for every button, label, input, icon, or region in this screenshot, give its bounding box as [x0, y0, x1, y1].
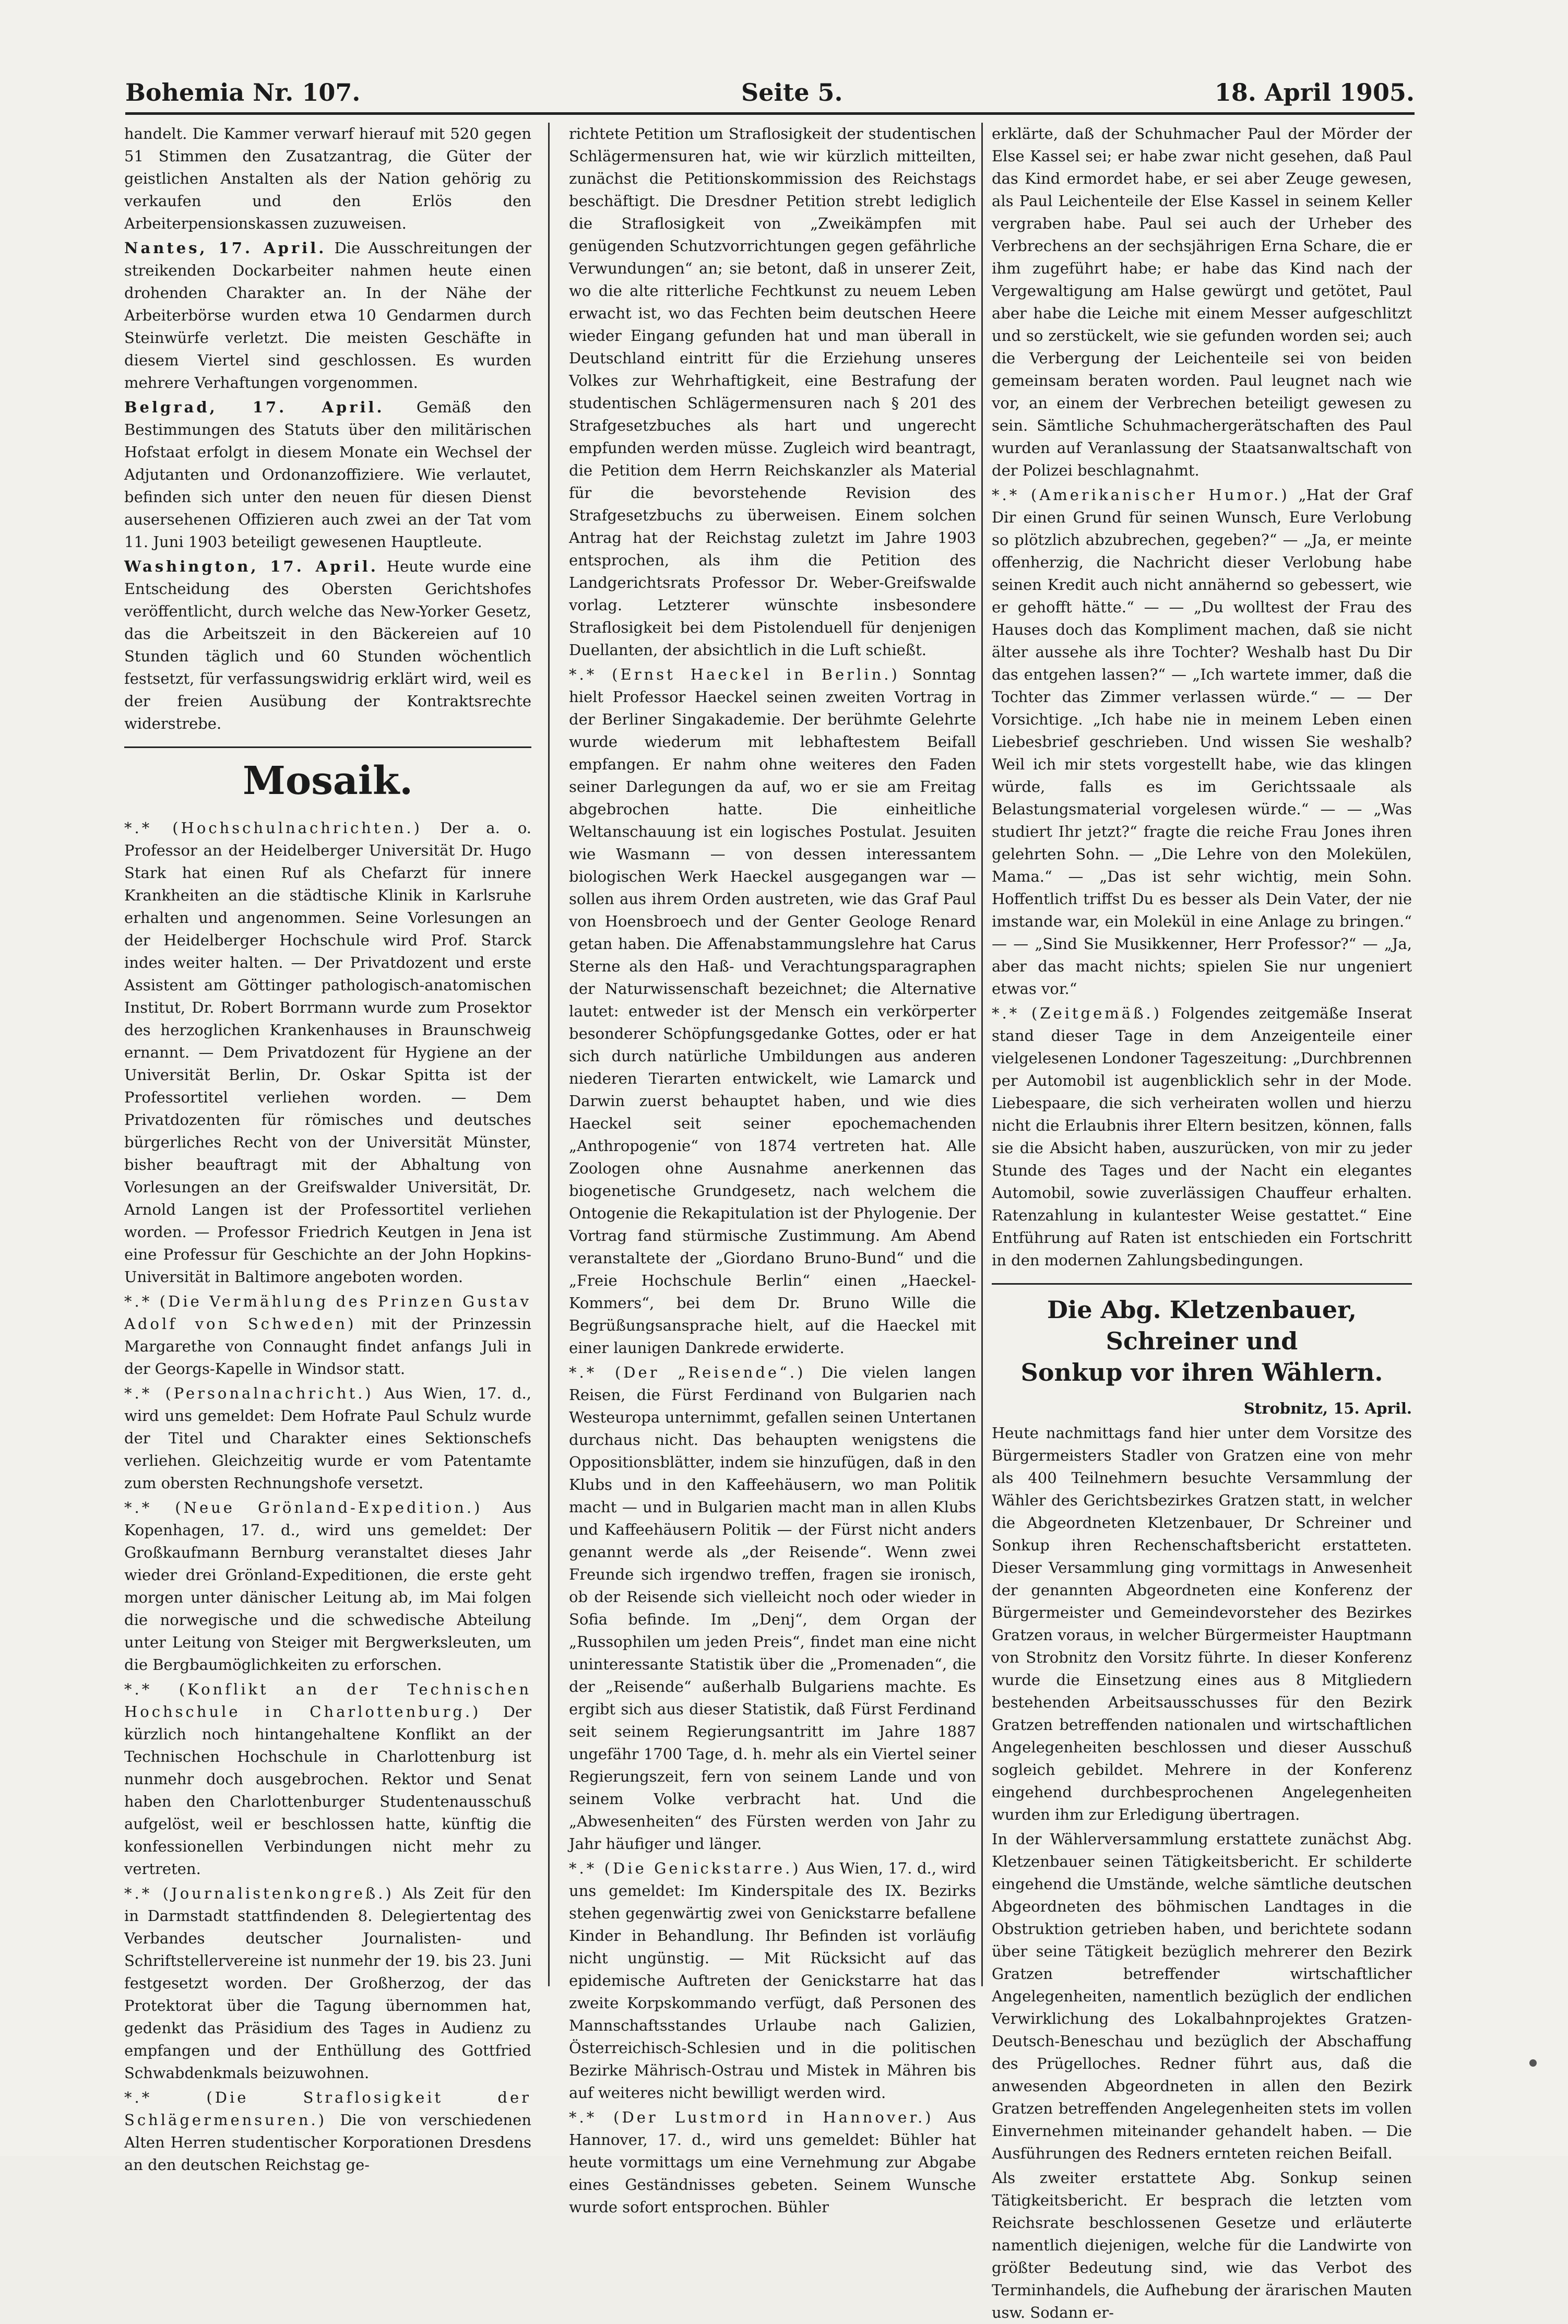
article-nantes-lead: Nantes, 17. April. — [124, 239, 327, 257]
article-journalistenkongress — [124, 1882, 531, 2084]
article-straflos-text: Die von verschiedenen Alten Herren studentischer Korporationen Dresdens an den deutschen Reichstag ge- — [124, 2111, 531, 2174]
article-petition-continued: richtete Petition um Straflosigkeit der studentischen Schlägermensuren hat, wie wir kürzlich mitteilten, zunächst die Petitionskommission des Reichstags beschäftigt. Die Dresdner Petition strebt lediglich die Straflosigkeit von „Zweikämpfen mit genügenden Schutzvorrichtungen gegen gefährliche Verwundungen“ an; sie betont, daß in unserer Zeit, wo die alte ritterliche Fechtkunst zu neuem Leben erwacht ist, wo das Fechten beim deutschen Heere wieder Eingang gefunden hat und man überall in Deutschland eintritt für die Erziehung unseres Volkes zur Wehrhaftigkeit, eine Bestrafung der studentischen Schlägermensuren nach § 201 des Strafgesetzbuches als hart und ungerecht empfunden werden müsse. Zugleich wird beantragt, die Petition dem Herrn Reichskanzler als Material für die bevorstehende Revision des Strafgesetzbuchs zu überweisen. Einem solchen Antrag hat der Reichstag zuletzt im Jahre 1903 entsprochen, als ihm die Petition des Landgerichtsrats Professor Dr. Weber-Greifswalde vorlag. Letzterer wünschte insbesondere Straflosigkeit bei dem Pistolenduell für denjenigen Duellanten, der absichtlich in die Luft schießt. — [569, 125, 976, 659]
article-nantes-text: Die Ausschreitungen der streikenden Dockarbeiter nahmen heute einen drohenden Charakter an. In der Nähe der Arbeiterbörse wurden etwa 10 Gendarmen durch Steinwürfe verletzt. Die meisten Geschäfte in diesem Viertel sind geschlossen. Es wurden mehrere Verhaftungen vorgenommen. — [124, 239, 532, 392]
article-personal-text: Aus Wien, 17. d., wird uns gemeldet: Dem Hofrate Paul Schulz wurde der Titel und Charakter eines Sektionschefs verliehen. Gleichzeitig wurde er vom Patentamte zum obersten Rechnungshofe versetzt. — [124, 1384, 531, 1492]
article-nantes — [124, 237, 531, 394]
article-versammlung-2: In der Wählerversammlung erstattete zunächst Abg. Kletzenbauer seinen Tätigkeitsbericht. Er schilderte eingehend die Umstände, welche sämtliche deutschen Abgeordneten des böhmischen Landtages in die Obstruktion getrieben haben, und berichtete sodann über seine Tätigkeit bezüglich mehrerer den Bezirk Gratzen betreffender wirtschaftlicher Angelegenheiten, namentlich bezüglich der endlichen Verwirklichung des Lokalbahnprojektes Gratzen-Deutsch-Beneschau und bezüglich der Abschaffung des Prügelloches. Redner führt aus, daß die anwesenden Abgeordneten in allen den Bezirk Gratzen betreffenden Angelegenheiten stets im vollen Einvernehmen miteinander gehandelt haben. — Die Ausführungen des Redners ernteten reichen Beifall. — [992, 1830, 1412, 2162]
header-date: 18. April 1905. — [1214, 78, 1415, 106]
page-header — [125, 78, 1415, 110]
article-humor — [992, 484, 1412, 1000]
article-belgrad-text: Gemäß den Bestimmungen des Statuts über den militärischen Hofstaat erfolgt in diesem Monate ein Wechsel der Adjutanten und Ordonanzoffiziere. Wie verlautet, befinden sich unter den neuen für diesen Dienst ausersehenen Offizieren auch zwei an der Tat vom 11. Juni 1903 beteiligt gewesenen Hauptleute. — [124, 398, 532, 551]
column-divider-2 — [981, 123, 983, 1986]
article-groenland-text: Aus Kopenhagen, 17. d., wird uns gemeldet: Der Großkaufmann Bernburg veranstaltet dieses Jahr wieder drei Grönland-Expeditionen, die erste geht morgen unter dänischer Leitung ab, im Mai folgen die norwegische und die schwedische Abteilung unter Leitung von Steiger mit Bergwerksleuten, um die Bergbaumöglichkeiten zu erforschen. — [124, 1499, 532, 1674]
column-1 — [124, 123, 532, 2174]
article-humor-text: „Hat der Graf Dir einen Grund für seinen Wunsch, Eure Verlobung so plötzlich abzubrechen, gegeben?“ — „Ja, er meinte offenherzig, die Nachricht dieser Verlobung habe seinen Kredit auch nicht annähernd so gebessert, wie er gehofft hätte.“ — — „Du wolltest der Frau des Hauses doch das Kompliment machen, daß sie nicht älter aussehe als ihre Tochter? Weshalb hast Du Dir das entgehen lassen?“ — „Ich wartete immer, daß die Tochter das Zimmer verlassen würde.“ — — Der Vorsichtige. „Ich habe nie in meinem Leben einen Liebesbrief geschrieben. Und wissen Sie weshalb? Weil ich mir stets vorgestellt habe, wie das klingen würde, falls es im Gerichtssaale als Belastungsmaterial vorgelesen würde.“ — — „Was studiert Ihr jetzt?“ fragte die reiche Frau Jones ihren gelehrten Sohn. — „Die Lehre von den Molekülen, Mama.“ — „Das ist sehr wichtig, mein Sohn. Hoffentlich triffst Du es besser als Dein Vater, der nie imstande war, ein Molekül in eine Anlage zu bringen.“ — — „Sind Sie Musikkenner, Herr Professor?“ — „Ja, aber das macht nichts; spielen Sie nur ungeniert etwas vor.“ — [992, 486, 1412, 998]
section-rule-2 — [992, 1283, 1412, 1285]
article-paris-chamber: handelt. Die Kammer verwarf hierauf mit 520 gegen 51 Stimmen den Zusatzantrag, die Güter der geistlichen Anstalten als der Nation gehörig zu verkaufen und den Erlös den Arbeiterpensionskassen zuzuweisen. — [124, 125, 531, 232]
column-3 — [992, 123, 1412, 2321]
article-personalnachricht — [124, 1382, 531, 1495]
article-haeckel — [569, 663, 976, 1359]
header-publication: Bohemia Nr. 107. — [125, 78, 361, 106]
article-vermaehlung — [124, 1290, 531, 1380]
article-lustmord-continued: erklärte, daß der Schuhmacher Paul der Mörder der Else Kassel sei; er habe zwar nicht gesehen, daß Paul das Kind ermordet habe, er sei aber Zeuge gewesen, als Paul Leichenteile der Else Kassel in seinem Keller vergraben habe. Paul sei auch der Urheber des Verbrechens an der sechsjährigen Erna Schare, die er ihm zugeführt habe; er habe das Kind nach der Vergewaltigung am Halse gewürgt und getötet, Paul aber habe die Leiche mit einem Messer aufgeschlitzt und so zerstückelt, wie sie gefunden worden sei; auch die Verbergung der Leichenteile sei von beiden gemeinsam beraten worden. Paul leugnet nach wie vor, an einem der Verbrechen beteiligt gewesen zu sein. Sämtliche Schuhmachergerätschaften des Paul wurden auf Veranlassung der Staatsanwaltschaft von der Polizei beschlagnahmt. — [992, 125, 1412, 479]
article-haeckel-text: Sonntag hielt Professor Haeckel seinen zweiten Vortrag in der Berliner Singakademie. Der berühmte Gelehrte wurde wiederum mit lebhaftestem Beifall empfangen. Er nahm ohne weiteres den Faden seiner Darlegungen da auf, wo er sie am Freitag abgebrochen hatte. Die einheitliche Weltanschauung ist ein logisches Postulat. Jesuiten wie Wasmann — von dessen interessantem biologischen Werk Haeckel ausgegangen war — sollen aus ihrem Orden austreten, wie das Graf Paul von Hoensbroech und der Genter Geologe Renard getan haben. Die Affenabstammungslehre hat Carus Sterne als den Haß- und Verachtungsparagraphen der Naturwissenschaft bezeichnet; die Alternative lautet: entweder ist der Mensch ein verkörperter besonderer Schöpfungsgedanke Gottes, oder er hat sich durch natürliche Umbildungen aus anderen niederen Tierarten entwickelt, wie Lamarck und Darwin zuerst behauptet haben, und wie dies Haeckel seit seiner epochemachenden „Anthropogenie“ von 1874 vertreten hat. Alle Zoologen ohne Ausnahme anerkennen das biogenetische Grundgesetz, nach welchem die Ontogenie die Rekapitulation ist der Phylogenie. Der Vortrag fand stürmische Zustimmung. Am Abend veranstaltete der „Giordano Bruno-Bund“ und die „Freie Hochschule Berlin“ einen „Haeckel-Kommers“, bei dem Dr. Bruno Wille die Begrüßungsansprache hielt, auf die Haeckel mit einer launigen Dankrede erwiderte. — [569, 666, 976, 1357]
article-washington-lead: Washington, 17. April. — [124, 558, 378, 575]
article-konflikt-text: Der kürzlich noch hintangehaltene Konflikt an der Technischen Hochschule in Charlottenburg ist nunmehr doch ausgebrochen. Rektor und Senat haben den Charlottenburger Studentenausschuß aufgelöst, weil er beschlossen hatte, künftig die konfessionellen Verbindungen nicht mehr zu vertreten. — [124, 1703, 531, 1878]
article-straflosigkeit — [124, 2086, 531, 2176]
column-divider-1 — [548, 123, 550, 1986]
article-straflos-lead: *.* (Die Straflosigkeit der Schlägermensuren.) — [124, 2089, 531, 2129]
headline-line-1: Die Abg. Kletzenbauer, Schreiner und — [1047, 1296, 1357, 1355]
article-groenland-lead: *.* (Neue Grönland-Expedition.) — [124, 1499, 483, 1516]
article-konflikt-lead: *.* (Konflikt an der Technischen Hochschule in Charlottenburg.) — [124, 1680, 531, 1721]
article-reisende-text: Die vielen langen Reisen, die Fürst Ferdinand von Bulgarien nach Westeuropa unternimmt, gefallen seinen Untertanen durchaus nicht. Das behaupten wenigstens die Oppositionsblätter, indem sie hinzufügen, daß in den Klubs und in den Kaffeehäusern, wo man Politik macht — und in Bulgarien macht man in allen Klubs und Kaffeehäusern Politik — der Fürst nicht anders genannt werde als „der Reisende“. Wenn zwei Freunde sich irgendwo treffen, fragen sie ironisch, ob der Reisende sich vielleicht noch oder wieder in Sofia befinde. Im „Denj“, dem Organ der „Russophilen um jeden Preis“, findet man eine nicht uninteressante Statistik über die „Promenaden“, die der „Reisende“ außerhalb Bulgariens machte. Es ergibt sich aus dieser Statistik, daß Fürst Ferdinand seit seinem Regierungsantritt im Jahre 1887 ungefähr 1700 Tage, d. h. mehr als ein Viertel seiner Regierungszeit, fern von seinem Lande und von seinem Volke verbracht hat. Und die „Abwesenheiten“ des Fürsten werden von Jahr zu Jahr häufiger und länger. — [569, 1363, 976, 1853]
article-washington-text: Heute wurde eine Entscheidung des Obersten Gerichtshofes veröffentlicht, durch welche das New-Yorker Gesetz, das die Arbeitszeit in den Bäckereien auf 10 Stunden täglich und 60 Stunden wöchentlich festsetzt, für verfassungswidrig erklärt wird, weil es der freien Ausübung der Kontraktsrechte widerstrebe. — [124, 558, 532, 732]
article-haeckel-lead: *.* (Ernst Haeckel in Berlin.) — [569, 666, 900, 683]
article-lustmord-lead: *.* (Der Lustmord in Hannover.) — [569, 2108, 934, 2126]
header-rule — [125, 112, 1415, 115]
article-groenland — [124, 1497, 531, 1676]
article-versammlung-1: Heute nachmittags fand hier unter dem Vorsitze des Bürgermeisters Stadler von Gratzen eine von mehr als 400 Teilnehmern besuchte Versammlung der Wähler des Gerichtsbezirkes Gratzen statt, in welcher die Abgeordneten Kletzenbauer, Dr Schreiner und Sonkup ihren Rechenschaftsbericht erstatteten. Dieser Versammlung ging vormittags in Anwesenheit der genannten Abgeordneten eine Konferenz der Bürgermeister und Gemeindevorsteher des Bezirkes Gratzen voraus, in welcher Bürgermeister Hauptmann von Strobnitz den Vorsitz führte. In dieser Konferenz wurde die Einsetzung eines aus 8 Mitgliedern bestehenden Arbeitsausschusses für den Bezirk Gratzen betreffenden nationalen und wirtschaftlichen Angelegenheiten beschlossen und dieser Ausschuß sogleich gebildet. Mehrere in der Konferenz eingehend durchbesprochenen Angelegenheiten wurden ihm zur Erledigung übertragen. — [992, 1424, 1412, 1823]
article-humor-lead: *.* (Amerikanischer Humor.) — [992, 486, 1290, 504]
dateline-strobnitz: Strobnitz, 15. April. — [1243, 1400, 1412, 1417]
column-2 — [569, 123, 977, 2216]
article-reisende — [569, 1361, 976, 1855]
article-washington — [124, 555, 531, 735]
headline-line-2: Sonkup vor ihren Wählern. — [1020, 1358, 1383, 1386]
header-page-number: Seite 5. — [741, 78, 843, 106]
article-reisende-lead: *.* (Der „Reisende“.) — [569, 1363, 806, 1381]
article-belgrad-lead: Belgrad, 17. April. — [124, 398, 385, 416]
article-genickstarre-lead: *.* (Die Genickstarre.) — [569, 1859, 801, 1877]
article-journalisten-text: Als Zeit für den in Darmstadt stattfindenden 8. Delegiertentag des Verbandes deutscher Journalisten- und Schriftstellervereine ist nunmehr der 19. bis 23. Juni festgesetzt worden. Der Großherzog, der das Protektorat über die Tagung übernommen hat, gedenkt das Präsidium des Tages in Audienz zu empfangen und der Enthüllung des Gottfried Schwabdenkmals beizuwohnen. — [124, 1884, 531, 2082]
article-versammlung-3: Als zweiter erstattete Abg. Sonkup seinen Tätigkeitsbericht. Er besprach die letzten vom Reichsrate beschlossenen Gesetze und erläuterte namentlich diejenigen, welche für die Landwirte von größter Bedeutung sind, wie das Verbot des Terminhandels, die Aufhebung der ärarischen Mauten usw. Sodann er- — [992, 2169, 1412, 2321]
ink-speck — [1529, 2059, 1537, 2067]
article-genickstarre-text: Aus Wien, 17. d., wird uns gemeldet: Im Kinderspitale des IX. Bezirks stehen gegenwärtig zwei von Genickstarre befallene Kinder in Behandlung. Ihr Befinden ist vorläufig nicht ungünstig. — Mit Rücksicht auf das epidemische Auftreten der Genickstarre hat das zweite Korpskommando verfügt, daß Personen des Mannschaftsstandes Urlaube nach Galizien, Österreichisch-Schlesien und in die politischen Bezirke Mährisch-Ostrau und Mistek in Mähren bis auf weiteres nicht bewilligt werden wird. — [569, 1859, 977, 2102]
article-genickstarre — [569, 1857, 976, 2104]
article-lustmord — [569, 2106, 976, 2219]
section-rule — [124, 746, 531, 748]
article-hochschul-lead: *.* (Hochschulnachrichten.) — [124, 819, 422, 837]
article-journalisten-lead: *.* (Journalistenkongreß.) — [124, 1884, 394, 1902]
headline-abgeordnete — [992, 1294, 1412, 1388]
section-title-mosaik: Mosaik. — [242, 758, 413, 803]
article-hochschulnachrichten — [124, 817, 531, 1288]
article-belgrad — [124, 396, 531, 553]
article-personal-lead: *.* (Personalnachricht.) — [124, 1384, 374, 1402]
article-zeitgemaess — [992, 1002, 1412, 1272]
article-hochschul-text: Der a. o. Professor an der Heidelberger Universität Dr. Hugo Stark hat einen Ruf als Chefarzt für innere Krankheiten an die städtische Klinik in Karlsruhe erhalten und angenommen. Seine Vorlesungen an der Heidelberger Hochschule wird Prof. Starck indes weiter halten. — Der Privatdozent und erste Assistent am Göttinger pathologisch-anatomischen Institut, Dr. Robert Borrmann wurde zum Prosektor des herzoglichen Krankenhauses in Braunschweig ernannt. — Dem Privatdozent für Hygiene an der Universität Berlin, Dr. Oskar Spitta ist der Professortitel verliehen worden. — Dem Privatdozenten für römisches und deutsches bürgerliches Recht von der Universität Münster, bisher beauftragt mit der Abhaltung von Vorlesungen an der Greifswalder Universität, Dr. Arnold Langen ist der Professortitel verliehen worden. — Professor Friedrich Keutgen in Jena ist eine Professur für Geschichte an der John Hopkins-Universität in Baltimore angeboten worden. — [124, 819, 531, 1286]
article-lustmord-text: Aus Hannover, 17. d., wird uns gemeldet: Bühler hat heute vormittags um eine Vernehmung zur Abgabe eines Geständnisses gebeten. Seinem Wunsche wurde sofort entsprochen. Bühler — [569, 2108, 977, 2216]
article-vermaehlung-text: mit der Prinzessin Margarethe von Connaught findet anfangs Juli in der Georgs-Kapelle in Windsor statt. — [124, 1315, 531, 1378]
article-zeitgemaess-text: Folgendes zeitgemäße Inserat stand dieser Tage in dem Anzeigenteile einer vielgelesenen Londoner Tageszeitung: „Durchbrennen per Automobil ist augenblicklich sehr in der Mode. Liebespaare, die sich verheiraten wollen und hierzu nicht die Erlaubnis ihrer Eltern besitzen, können, falls sie die Absicht haben, auszurücken, von mir zu jeder Stunde des Tages und der Nacht ein elegantes Automobil, sowie zuverlässigen Chauffeur erhalten. Ratenzahlung in kulantester Weise gestattet.“ Eine Entführung auf Raten ist entschieden ein Fortschritt in den modernen Zahlungsbedingungen. — [992, 1004, 1412, 1269]
article-zeitgemaess-lead: *.* (Zeitgemäß.) — [992, 1004, 1162, 1022]
article-konflikt — [124, 1678, 531, 1880]
article-vermaehlung-lead: *.* (Die Vermählung des Prinzen Gustav Adolf von Schweden) — [124, 1293, 531, 1333]
